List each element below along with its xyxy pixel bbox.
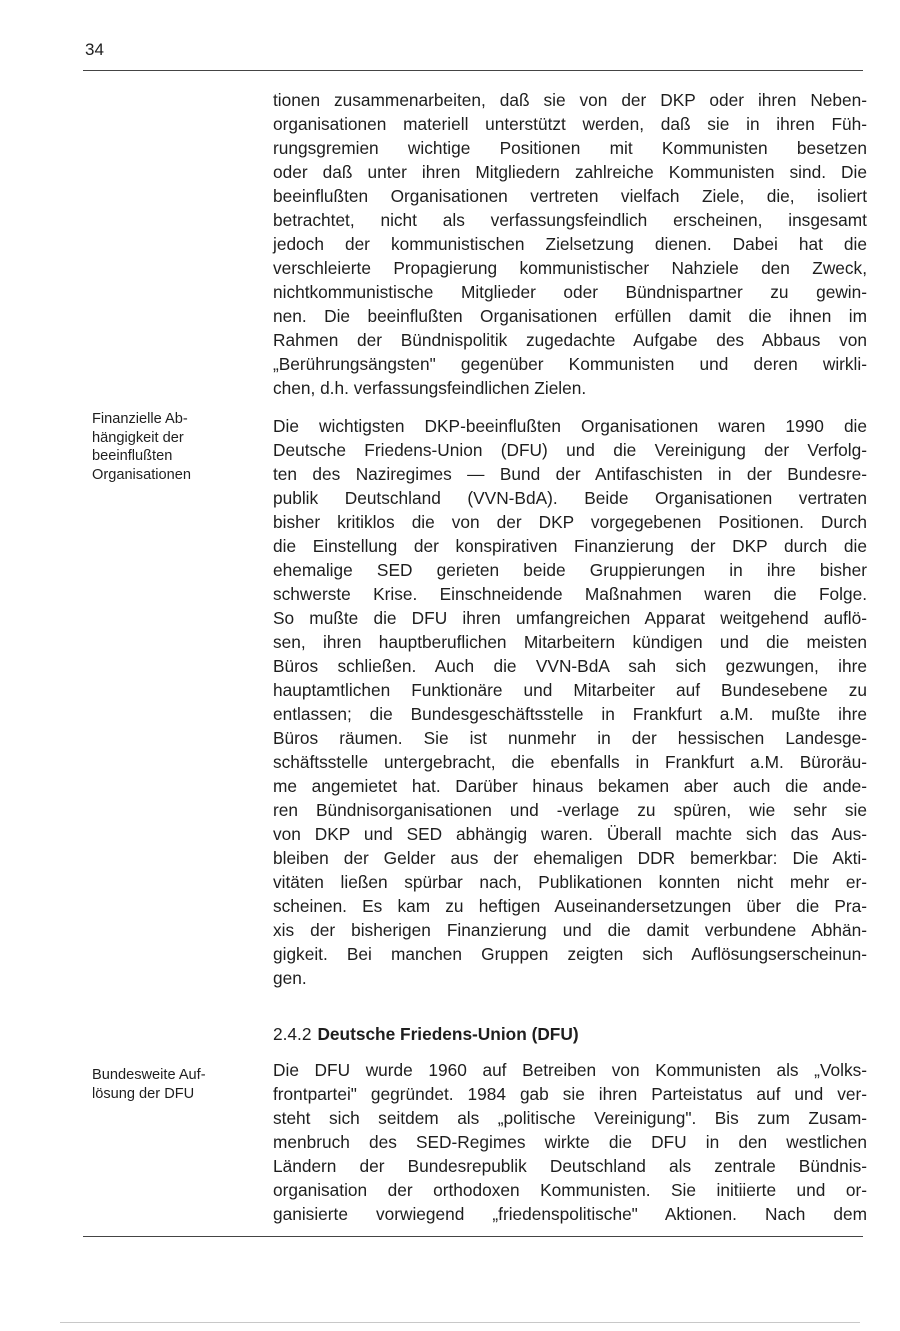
margin-note-line: Finanzielle Ab- xyxy=(92,411,188,427)
text-line: So mußte die DFU ihren umfangreichen Apparat weitgehend auflö- xyxy=(273,608,867,628)
text-line: jedoch der kommunistischen Zielsetzung dienen. Dabei hat die xyxy=(273,234,867,254)
header-rule xyxy=(83,70,863,71)
text-line: chen, d.h. verfassungsfeindlichen Zielen. xyxy=(273,378,587,398)
paragraph-1 xyxy=(273,88,867,400)
margin-note-dissolution xyxy=(92,1066,242,1103)
text-line: publik Deutschland (VVN-BdA). Beide Organisationen vertraten xyxy=(273,488,867,508)
text-line: ten des Naziregimes — Bund der Antifaschisten in der Bundesre- xyxy=(273,464,867,484)
text-line: vitäten ließen spürbar nach, Publikationen konnten nicht mehr er- xyxy=(273,872,867,892)
text-line: verschleierte Propagierung kommunistischer Nahziele den Zweck, xyxy=(273,258,867,278)
text-line: Die wichtigsten DKP-beeinflußten Organisationen waren 1990 die xyxy=(273,416,867,436)
text-line: Deutsche Friedens-Union (DFU) und die Vereinigung der Verfolg- xyxy=(273,440,867,460)
section-number: 2.4.2 xyxy=(273,1024,312,1044)
text-line: Die DFU wurde 1960 auf Betreiben von Kommunisten als „Volks- xyxy=(273,1060,867,1080)
text-line: beeinflußten Organisationen vertreten vielfach Ziele, die, isoliert xyxy=(273,186,867,206)
margin-note-line: Bundesweite Auf- xyxy=(92,1067,206,1083)
page-number: 34 xyxy=(85,40,104,59)
text-line: hauptamtlichen Funktionäre und Mitarbeiter auf Bundesebene zu xyxy=(273,680,867,700)
text-line: ganisierte vorwiegend „friedenspolitische" Aktionen. Nach dem xyxy=(273,1204,867,1224)
text-line: organisation der orthodoxen Kommunisten. Sie initiierte und or- xyxy=(273,1180,867,1200)
text-line: nen. Die beeinflußten Organisationen erfüllen damit die ihnen im xyxy=(273,306,867,326)
margin-note-line: lösung der DFU xyxy=(92,1085,195,1102)
footer-rule xyxy=(83,1236,863,1237)
text-line: schäftsstelle untergebracht, die ebenfalls in Frankfurt a.M. Büroräu- xyxy=(273,752,867,772)
text-line: xis der bisherigen Finanzierung und die damit verbundene Abhän- xyxy=(273,920,867,940)
margin-note-line: Organisationen xyxy=(92,466,191,483)
text-line: oder daß unter ihren Mitgliedern zahlreiche Kommunisten sind. Die xyxy=(273,162,867,182)
text-line: me angemietet hat. Darüber hinaus bekamen aber auch die ande- xyxy=(273,776,867,796)
text-line: gen. xyxy=(273,968,307,988)
paragraph-3 xyxy=(273,1058,867,1226)
scan-edge-line xyxy=(60,1322,860,1323)
text-line: steht sich seitdem als „politische Vereinigung". Bis zum Zusam- xyxy=(273,1108,867,1128)
text-line: ehemalige SED gerieten beide Gruppierungen in ihre bisher xyxy=(273,560,867,580)
margin-note-line: hängigkeit der xyxy=(92,429,184,446)
section-title: Deutsche Friedens-Union (DFU) xyxy=(317,1024,579,1044)
text-line: entlassen; die Bundesgeschäftsstelle in Frankfurt a.M. mußte ihre xyxy=(273,704,867,724)
text-line: von DKP und SED abhängig waren. Überall machte sich das Aus- xyxy=(273,824,867,844)
paragraph-2 xyxy=(273,414,867,990)
text-line: ren Bündnisorganisationen und -verlage zu spüren, wie sehr sie xyxy=(273,800,867,820)
text-line: „Berührungsängsten" gegenüber Kommunisten und deren wirkli- xyxy=(273,354,867,374)
text-line: menbruch des SED-Regimes wirkte die DFU in den westlichen xyxy=(273,1132,867,1152)
text-line: Büros räumen. Sie ist nunmehr in der hessischen Landesge- xyxy=(273,728,867,748)
text-line: frontpartei" gegründet. 1984 gab sie ihren Parteistatus auf und ver- xyxy=(273,1084,867,1104)
margin-note-line: beeinflußten xyxy=(92,448,173,464)
text-line: nichtkommunistische Mitglieder oder Bündnispartner zu gewin- xyxy=(273,282,867,302)
text-line: Ländern der Bundesrepublik Deutschland als zentrale Bündnis- xyxy=(273,1156,867,1176)
text-line: Rahmen der Bündnispolitik zugedachte Aufgabe des Abbaus von xyxy=(273,330,867,350)
text-line: tionen zusammenarbeiten, daß sie von der DKP oder ihren Neben- xyxy=(273,90,867,110)
text-line: rungsgremien wichtige Positionen mit Kommunisten besetzen xyxy=(273,138,867,158)
text-line: organisationen materiell unterstützt werden, daß sie in ihren Füh- xyxy=(273,114,867,134)
text-line: sen, ihren hauptberuflichen Mitarbeitern kündigen und die meisten xyxy=(273,632,867,652)
text-line: scheinen. Es kam zu heftigen Auseinandersetzungen über die Pra- xyxy=(273,896,867,916)
text-line: bisher kritiklos die von der DKP vorgegebenen Positionen. Durch xyxy=(273,512,867,532)
text-line: schwerste Krise. Einschneidende Maßnahmen waren die Folge. xyxy=(273,584,867,604)
text-line: betrachtet, nicht als verfassungsfeindlich erscheinen, insgesamt xyxy=(273,210,867,230)
text-line: Büros schließen. Auch die VVN-BdA sah sich gezwungen, ihre xyxy=(273,656,867,676)
section-heading xyxy=(273,1024,579,1045)
text-line: die Einstellung der konspirativen Finanzierung der DKP durch die xyxy=(273,536,867,556)
text-line: bleiben der Gelder aus der ehemaligen DDR bemerkbar: Die Akti- xyxy=(273,848,867,868)
margin-note-financial-dependence xyxy=(92,410,242,484)
text-line: gigkeit. Bei manchen Gruppen zeigten sich Auflösungserscheinun- xyxy=(273,944,867,964)
